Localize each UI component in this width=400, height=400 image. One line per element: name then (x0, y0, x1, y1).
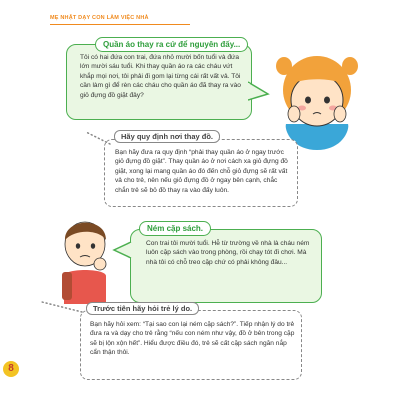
question-title-1: Quần áo thay ra cứ để nguyên đấy... (95, 37, 248, 52)
page-number: 8 (3, 361, 19, 377)
header-rule (50, 24, 190, 25)
question-text-2: Con trai tôi mười tuổi. Hễ từ trường về nhà là cháu ném luôn cặp sách vào trong phòng, rồi chạy tót đi chơi. Mà nhà tôi có chỗ treo cặp chứ có phải không đâu... (146, 240, 310, 266)
answer-title-2: Trước tiên hãy hỏi trẻ lý do. (86, 302, 199, 315)
question-text-1: Tôi có hai đứa con trai, đứa nhỏ mười bốn tuổi và đứa lớn mười sáu tuổi. Khi thay quần áo ra các cháu vứt khắp mọi nơi, tôi phải đi gom lại từng cái rất vất vả. Tôi cần làm gì để rèn các cháu cho quần áo đã thay ra vào giỏ đựng đồ giặt đây? (80, 54, 241, 99)
boy-thinking-illustration (50, 210, 120, 306)
question-title-2: Ném cặp sách. (139, 221, 211, 236)
answer-text-2: Bạn hãy hỏi xem: “Tại sao con lại ném cặp sách?”. Tiếp nhận lý do trẻ đưa ra và dạy cho trẻ rằng “nếu con ném như vậy, đồ ở bên trong cặp sẽ bị lộn xộn hết”. Hiểu được điều đó, trẻ sẽ cất cặp sách ngăn nắp cẩn thận thôi. (90, 321, 295, 357)
answer-connector-1 (84, 128, 114, 148)
answer-title-1: Hãy quy định nơi thay đồ. (114, 130, 220, 143)
answer-text-1: Bạn hãy đưa ra quy định “phải thay quần áo ở ngay trước giỏ đựng đồ giặt”. Thay quần áo ở nơi cách xa giỏ đựng đồ giặt, xong lại mang quần áo đó đến chỗ giỏ đựng sẽ rất vất vả cho trẻ, nên nếu giỏ đựng đồ ở ngay bên cạnh, chắc chắn trẻ sẽ bỏ đồ thay ra vào đấy luôn. (115, 149, 288, 194)
answer-connector-2 (40, 300, 84, 314)
running-header: MẸ NHẬT DẠY CON LÀM VIỆC NHÀ (50, 15, 149, 21)
